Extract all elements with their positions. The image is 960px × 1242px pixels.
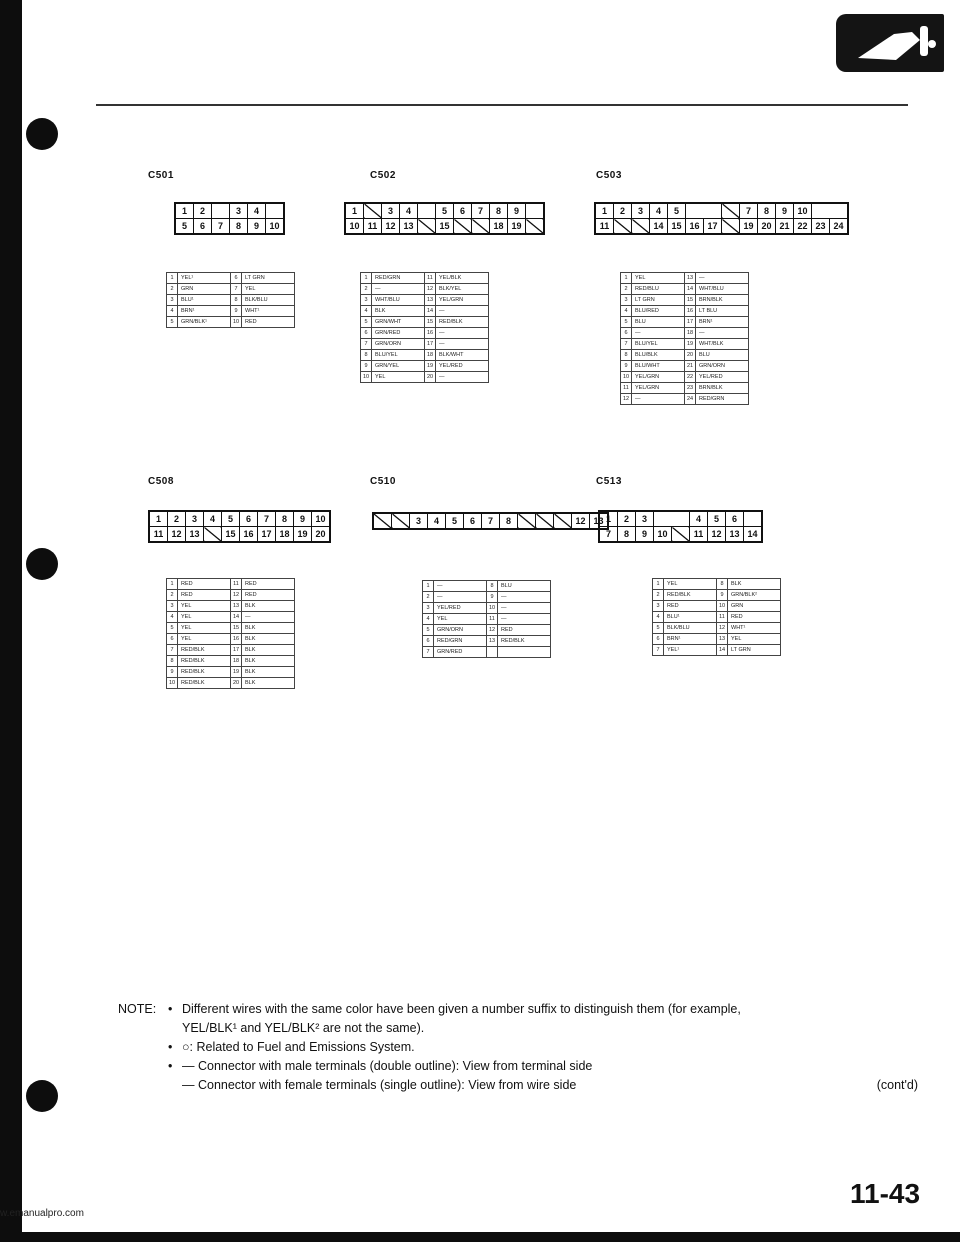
wire-color: BRN/BLK (696, 383, 749, 394)
terminal-number: 9 (167, 667, 178, 678)
wire-color: BLK/BLU (664, 623, 717, 634)
wire-color: WHT/BLU (696, 284, 749, 295)
wire-color: — (696, 273, 749, 284)
wire-row (167, 590, 295, 601)
wire-row (621, 372, 749, 383)
terminal-number: 17 (425, 339, 436, 350)
wire-color: BLK (242, 623, 295, 634)
terminal-number: 17 (231, 645, 242, 656)
terminal-number: 8 (167, 656, 178, 667)
terminal-number: 1 (423, 581, 434, 592)
terminal-number: 18 (231, 656, 242, 667)
terminal-number: 11 (425, 273, 436, 284)
connector-label-c510: C510 (370, 476, 396, 487)
terminal-number: 19 (231, 667, 242, 678)
wire-row (361, 306, 489, 317)
wire-color: GRN/ORN (696, 361, 749, 372)
wire-color: BLK (242, 634, 295, 645)
wire-color: YEL¹ (178, 273, 231, 284)
terminal-number: 7 (167, 645, 178, 656)
wire-row (423, 603, 551, 614)
wire-color: YEL/RED (436, 361, 489, 372)
wire-row (423, 581, 551, 592)
wire-color: — (242, 612, 295, 623)
wire-color: — (498, 592, 551, 603)
terminal-number: 1 (621, 273, 632, 284)
wire-color: BLU/YEL (372, 350, 425, 361)
terminal-number: 3 (621, 295, 632, 306)
wire-color: YEL¹ (664, 645, 717, 656)
terminal-number: 8 (621, 350, 632, 361)
wire-color: — (498, 614, 551, 625)
terminal-number: 4 (653, 612, 664, 623)
wire-row (423, 636, 551, 647)
wire-color: BRN¹ (696, 317, 749, 328)
wire-color: YEL (178, 623, 231, 634)
wire-color: BLU (498, 581, 551, 592)
notes-block (118, 1000, 918, 1095)
wire-color: BLK (242, 656, 295, 667)
terminal-number: 9 (231, 306, 242, 317)
terminal-number: 3 (653, 601, 664, 612)
wire-row (621, 328, 749, 339)
continued-marker: (cont'd) (876, 1078, 918, 1092)
wire-color: RED/BLK (664, 590, 717, 601)
terminal-number: 2 (361, 284, 372, 295)
wire-color: RED/GRN (434, 636, 487, 647)
wire-row (167, 306, 295, 317)
terminal-number: 7 (361, 339, 372, 350)
terminal-number: 5 (423, 625, 434, 636)
terminal-number: 2 (167, 284, 178, 295)
wire-color: — (696, 328, 749, 339)
connector-face-c513: 1 2 3 4 5 6 7 8 9 10 11 12 13 14 (598, 510, 763, 543)
terminal-number: 22 (685, 372, 696, 383)
wire-color: — (436, 372, 489, 383)
wire-row (621, 383, 749, 394)
wire-row (361, 317, 489, 328)
terminal-number: 7 (653, 645, 664, 656)
terminal-number: 2 (167, 590, 178, 601)
terminal-number: 20 (685, 350, 696, 361)
terminal-number: 3 (167, 295, 178, 306)
terminal-number: 5 (167, 317, 178, 328)
note-line-2: YEL/BLK¹ and YEL/BLK² are not the same). (182, 1021, 425, 1035)
terminal-number: 20 (425, 372, 436, 383)
wire-color: RED (178, 590, 231, 601)
wire-row (423, 614, 551, 625)
wire-color: BLU/WHT (632, 361, 685, 372)
wire-row (361, 284, 489, 295)
wire-row (167, 295, 295, 306)
bottom-edge-bar (0, 1232, 960, 1242)
wire-color: GRN/YEL (372, 361, 425, 372)
wire-color: YEL/BLK (436, 273, 489, 284)
source-url: w.emanualpro.com (0, 1208, 84, 1219)
wire-row (167, 678, 295, 689)
wire-color: BLU (632, 317, 685, 328)
terminal-number: 17 (685, 317, 696, 328)
terminal-number: 13 (685, 273, 696, 284)
note-line-1: Different wires with the same color have been given a number suffix to distinguish them (for example, (182, 1002, 741, 1016)
wire-color: — (436, 306, 489, 317)
terminal-number: 9 (717, 590, 728, 601)
wire-color: YEL/RED (434, 603, 487, 614)
wire-color: — (436, 328, 489, 339)
terminal-number: 19 (425, 361, 436, 372)
wire-row (167, 284, 295, 295)
wire-row (621, 284, 749, 295)
wire-row (361, 295, 489, 306)
wire-color: GRN/WHT (372, 317, 425, 328)
terminal-number: 12 (231, 590, 242, 601)
wire-row (167, 612, 295, 623)
wire-color: RED (178, 579, 231, 590)
wire-row (167, 601, 295, 612)
connector-label-c502: C502 (370, 170, 396, 181)
wire-color: RED (242, 317, 295, 328)
terminal-number: 12 (621, 394, 632, 405)
wire-color: BLK (728, 579, 781, 590)
wire-row (167, 645, 295, 656)
wire-color: BLU/YEL (632, 339, 685, 350)
terminal-number: 4 (361, 306, 372, 317)
wire-color: BRN¹ (664, 634, 717, 645)
connector-face-c508: 1 2 3 4 5 6 7 8 9 10 11 12 13 15 16 17 18 19 20 (148, 510, 331, 543)
wire-color: RED (242, 579, 295, 590)
wire-color: WHT/BLU (372, 295, 425, 306)
binder-hole (26, 1080, 58, 1112)
wire-color: RED (242, 590, 295, 601)
terminal-number: 16 (425, 328, 436, 339)
terminal-number: 4 (621, 306, 632, 317)
terminal-number: 24 (685, 394, 696, 405)
wire-row (653, 634, 781, 645)
terminal-number: 15 (685, 295, 696, 306)
note-line-3: ○: Related to Fuel and Emissions System. (182, 1040, 415, 1054)
terminal-number: 8 (717, 579, 728, 590)
terminal-number: 9 (621, 361, 632, 372)
wire-color: YEL/RED (696, 372, 749, 383)
wire-color: YEL (178, 634, 231, 645)
wire-row (653, 623, 781, 634)
wire-row (167, 634, 295, 645)
terminal-number: 6 (621, 328, 632, 339)
wire-table-c513 (652, 578, 781, 656)
wire-color: YEL/GRN (632, 383, 685, 394)
terminal-number: 3 (361, 295, 372, 306)
terminal-number: 15 (231, 623, 242, 634)
terminal-number: 11 (231, 579, 242, 590)
wire-row (167, 273, 295, 284)
wire-color: GRN/ORN (372, 339, 425, 350)
terminal-number: 19 (685, 339, 696, 350)
terminal-number: 5 (167, 623, 178, 634)
wire-row (361, 372, 489, 383)
page-number: 11-43 (850, 1178, 921, 1209)
wire-color: WHT¹ (728, 623, 781, 634)
wire-color: BRN¹ (178, 306, 231, 317)
wire-row (423, 592, 551, 603)
terminal-number: 14 (231, 612, 242, 623)
wire-color: BLU/BLK (632, 350, 685, 361)
terminal-number: 8 (231, 295, 242, 306)
connector-face-c503: 1 2 3 4 5 7 8 9 10 11 14 15 16 17 19 20 21 22 23 24 (594, 202, 849, 235)
terminal-number: 2 (653, 590, 664, 601)
wire-color: BLU/RED (632, 306, 685, 317)
terminal-number: 1 (167, 579, 178, 590)
wire-color: LT GRN (632, 295, 685, 306)
wire-table-c503 (620, 272, 749, 405)
terminal-number: 13 (487, 636, 498, 647)
terminal-number: 1 (361, 273, 372, 284)
fuel-system-section-icon (836, 14, 944, 72)
wire-color: RED/BLK (178, 656, 231, 667)
wire-color: LT GRN (242, 273, 295, 284)
wire-color: YEL (178, 601, 231, 612)
wire-color: YEL (178, 612, 231, 623)
wire-row (423, 625, 551, 636)
terminal-number: 11 (621, 383, 632, 394)
wire-color: GRN/BLK¹ (178, 317, 231, 328)
wire-color: — (434, 581, 487, 592)
wire-color: GRN/BLK² (728, 590, 781, 601)
wire-table-c508 (166, 578, 295, 689)
wire-color: YEL (728, 634, 781, 645)
wire-row (653, 590, 781, 601)
terminal-number: 8 (487, 581, 498, 592)
terminal-number: 9 (361, 361, 372, 372)
wire-row (621, 317, 749, 328)
terminal-number: 16 (231, 634, 242, 645)
wire-color (498, 647, 551, 658)
wire-row (361, 339, 489, 350)
terminal-number: 11 (487, 614, 498, 625)
terminal-number: 2 (621, 284, 632, 295)
terminal-number: 4 (423, 614, 434, 625)
terminal-number: 13 (717, 634, 728, 645)
wire-row (621, 306, 749, 317)
terminal-number: 10 (487, 603, 498, 614)
wire-row (167, 579, 295, 590)
wire-row (167, 656, 295, 667)
terminal-number: 5 (653, 623, 664, 634)
wire-color: RED/BLK (178, 667, 231, 678)
wire-row (653, 579, 781, 590)
wire-color: BLU¹ (178, 295, 231, 306)
wire-color: BRN/BLK (696, 295, 749, 306)
terminal-number: 4 (167, 306, 178, 317)
terminal-number: 4 (167, 612, 178, 623)
wire-color: — (436, 339, 489, 350)
terminal-number: 6 (231, 273, 242, 284)
wire-color: BLK (242, 678, 295, 689)
terminal-number: 13 (231, 601, 242, 612)
wire-row (361, 361, 489, 372)
wire-color: RED/BLK (178, 645, 231, 656)
wire-color: BLK/YEL (436, 284, 489, 295)
wire-color: GRN/RED (372, 328, 425, 339)
wire-color: YEL (372, 372, 425, 383)
wire-color: BLK (242, 645, 295, 656)
wire-row (361, 328, 489, 339)
wire-color: RED/BLK (178, 678, 231, 689)
wire-color: RED (664, 601, 717, 612)
terminal-number: 12 (425, 284, 436, 295)
wire-color: RED/GRN (372, 273, 425, 284)
note-heading: NOTE: (118, 1002, 157, 1016)
wire-color: RED/GRN (696, 394, 749, 405)
terminal-number: 20 (231, 678, 242, 689)
note-bullet: • (168, 1040, 173, 1054)
terminal-number: 10 (167, 678, 178, 689)
terminal-number: 16 (685, 306, 696, 317)
terminal-number: 9 (487, 592, 498, 603)
wire-color: WHT/BLK (696, 339, 749, 350)
wire-row (653, 612, 781, 623)
header-rule (96, 104, 908, 106)
connector-label-c508: C508 (148, 476, 174, 487)
terminal-number: 7 (231, 284, 242, 295)
wire-color: — (632, 394, 685, 405)
terminal-number: 21 (685, 361, 696, 372)
terminal-number: 10 (717, 601, 728, 612)
wire-row (621, 273, 749, 284)
terminal-number: 12 (487, 625, 498, 636)
connector-face-c502: 1 3 4 5 6 7 8 9 10 11 12 13 15 18 19 (344, 202, 545, 235)
terminal-number: 13 (425, 295, 436, 306)
terminal-number: 14 (717, 645, 728, 656)
wire-row (361, 273, 489, 284)
wire-color: BLK/WHT (436, 350, 489, 361)
wire-color: BLK (372, 306, 425, 317)
note-bullet: • (168, 1002, 173, 1016)
terminal-number: 12 (717, 623, 728, 634)
binder-hole (26, 118, 58, 150)
wire-color: RED (728, 612, 781, 623)
wire-color: — (498, 603, 551, 614)
connector-face-c510: 3 4 5 6 7 8 12 13 (372, 512, 609, 530)
connector-label-c513: C513 (596, 476, 622, 487)
wire-color: BLK/BLU (242, 295, 295, 306)
wire-table-c502 (360, 272, 489, 383)
terminal-number: 14 (685, 284, 696, 295)
note-bullet: • (168, 1059, 173, 1073)
wire-row (167, 317, 295, 328)
terminal-number: 18 (685, 328, 696, 339)
wire-color: YEL/GRN (436, 295, 489, 306)
terminal-number: 15 (425, 317, 436, 328)
page-edge-bar (0, 0, 22, 1242)
wire-color: RED/BLK (436, 317, 489, 328)
wire-color: RED/BLK (498, 636, 551, 647)
terminal-number: 5 (361, 317, 372, 328)
wire-color: — (632, 328, 685, 339)
terminal-number: 14 (425, 306, 436, 317)
wire-color: BLU (696, 350, 749, 361)
wire-color: LT GRN (728, 645, 781, 656)
wire-row (621, 295, 749, 306)
wire-color: RED (498, 625, 551, 636)
wire-color: GRN (178, 284, 231, 295)
wire-color: YEL (434, 614, 487, 625)
terminal-number: 11 (717, 612, 728, 623)
terminal-number: 10 (231, 317, 242, 328)
terminal-number: 7 (423, 647, 434, 658)
wire-color: BLU¹ (664, 612, 717, 623)
wire-row (361, 350, 489, 361)
wire-color: BLK (242, 601, 295, 612)
wire-color: YEL (664, 579, 717, 590)
terminal-number: 6 (167, 634, 178, 645)
wire-row (423, 647, 551, 658)
terminal-number: 2 (423, 592, 434, 603)
connector-face-c501: 1 2 3 4 5 6 7 8 9 10 (174, 202, 285, 235)
terminal-number (487, 647, 498, 658)
wire-color: — (372, 284, 425, 295)
wire-table-c510 (422, 580, 551, 658)
wire-color: YEL (632, 273, 685, 284)
wire-color: — (434, 592, 487, 603)
wire-color: BLK (242, 667, 295, 678)
terminal-number: 7 (621, 339, 632, 350)
wire-row (621, 339, 749, 350)
wire-row (621, 350, 749, 361)
wire-row (167, 667, 295, 678)
wire-row (653, 601, 781, 612)
wire-color: YEL (242, 284, 295, 295)
wire-color: GRN/ORN (434, 625, 487, 636)
connector-label-c501: C501 (148, 170, 174, 181)
wire-row (653, 645, 781, 656)
note-line-5: — Connector with female terminals (single outline): View from wire side (182, 1078, 577, 1092)
wire-color: YEL/GRN (632, 372, 685, 383)
wire-row (621, 394, 749, 405)
terminal-number: 5 (621, 317, 632, 328)
note-line-4: — Connector with male terminals (double outline): View from terminal side (182, 1059, 593, 1073)
wire-color: RED/BLU (632, 284, 685, 295)
wire-color: WHT¹ (242, 306, 295, 317)
binder-hole (26, 548, 58, 580)
wire-row (621, 361, 749, 372)
terminal-number: 18 (425, 350, 436, 361)
wire-color: GRN/RED (434, 647, 487, 658)
terminal-number: 3 (167, 601, 178, 612)
terminal-number: 1 (167, 273, 178, 284)
terminal-number: 3 (423, 603, 434, 614)
wire-color: LT BLU (696, 306, 749, 317)
wire-row (167, 623, 295, 634)
terminal-number: 6 (653, 634, 664, 645)
wire-table-c501 (166, 272, 295, 328)
terminal-number: 6 (423, 636, 434, 647)
wire-color: GRN (728, 601, 781, 612)
terminal-number: 1 (653, 579, 664, 590)
terminal-number: 10 (621, 372, 632, 383)
terminal-number: 10 (361, 372, 372, 383)
connector-label-c503: C503 (596, 170, 622, 181)
terminal-number: 8 (361, 350, 372, 361)
terminal-number: 6 (361, 328, 372, 339)
terminal-number: 23 (685, 383, 696, 394)
